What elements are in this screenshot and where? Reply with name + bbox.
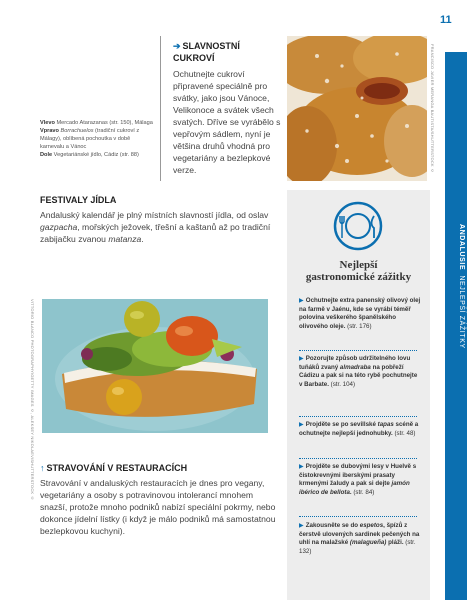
tip-jamon: ▶ Projděte se dubovými lesy v Huelvě s čistokrevnými iberskými prasaty krmenými žaludy a pak si dejte jamón ibérico de bellota. (str. 84) (299, 463, 417, 496)
plate-cutlery-icon (332, 200, 384, 252)
triangle-bullet-icon: ▶ (299, 355, 304, 362)
stravovani-heading: STRAVOVÁNÍ V RESTAURACÍCH (46, 463, 188, 473)
sidebar-title: Nejlepší gastronomické zážitky (305, 259, 412, 283)
tip-olive-oil: ▶ Ochutnejte extra panenský olivový olej na farmě v Jaénu, kde se vyrábí téměř polovina veškerého španělského olivového oleje. (str. 176) (299, 297, 421, 330)
section-stravovani (40, 462, 278, 537)
captions (40, 119, 155, 159)
tip-tuna: ▶ Pozorujte způsob udržitelného lovu tuňáků zvaný almadraba na pobřeží Cádizu a pak si na této rybě pochutnejte v Barbate. (str. 104) (299, 355, 418, 388)
tip-divider (299, 516, 417, 517)
slavnostni-text: Ochutnejte cukroví připravené speciálně pro svátky, jako jsou Vánoce, Velikonoce a svátek všech svatých. Dříve se vyrábělo s vepřovým sádlem, nyní je většina druhů vhodná pro vegetariány a bezlepkové verze. (173, 69, 281, 175)
caption-bottom: Dole Vegetariánské jídlo, Cádiz (str. 88) (40, 152, 139, 158)
festivaly-text: Andaluský kalendář je plný místních slavností jídla, od oslav gazpacha, mořských ježovek, třešní a kaštanů až po tradiční zabijačku zvanou matanza. (40, 210, 271, 244)
caption-left: Vlevo Mercado Atarazanas (str. 150), Málaga (40, 120, 153, 126)
tip-tapas: ▶ Projděte se po sevillské tapas scéně a ochutnejte nejlepší jednohubky. (str. 48) (299, 421, 419, 437)
arrow-up-icon: ↑ (40, 463, 45, 473)
photo-credit-salad: VITTORIO BLANCO PHOTOGRAPHY/GETTY IMAGES ©, ALEKSEY NIKOLAEV/SHUTTERSTOCK © (30, 299, 35, 501)
triangle-bullet-icon: ▶ (299, 421, 304, 428)
arrow-right-icon: ➔ (173, 41, 181, 51)
tip-divider (299, 350, 417, 351)
pastry-photo (287, 36, 427, 181)
side-tab (445, 52, 467, 600)
slavnostni-heading: SLAVNOSTNÍ CUKROVÍ (173, 41, 240, 63)
triangle-bullet-icon: ▶ (299, 297, 304, 304)
stravovani-text: Stravování v andaluských restauracích je dnes pro vegany, vegetariány a osoby s potravinovou intolerancí mnohem snazší, protože mnoho podniků nabízí speciální pokrmy, nebo dokonce jídelní lístky (i když je málo podniků má samostatnou bezlepkovou kuchyni). (40, 478, 276, 536)
divider-line (160, 36, 161, 181)
salad-photo (42, 299, 268, 433)
festivaly-heading: FESTIVALY JÍDLA (40, 195, 117, 205)
tip-espetos: ▶ Zakousněte se do espetos, špízů z čerstvě ulovených sardinek pečených na uhlí na malažské (malagueña) pláži. (str. 132) (299, 522, 420, 555)
triangle-bullet-icon: ▶ (299, 463, 304, 470)
triangle-bullet-icon: ▶ (299, 522, 304, 529)
side-tab-subtitle: NEJLEPŠÍ ZÁŽITKY (458, 275, 465, 349)
side-tab-title: ANDALUSIE (458, 224, 465, 271)
tip-divider (299, 416, 417, 417)
gastro-sidebar (287, 190, 430, 600)
caption-right: Vpravo Borrachuelos (tradiční cukroví z Málagy), oblíbená pochoutka v době karnevalu a Vánoc (40, 128, 140, 150)
page-number: 11 (440, 14, 452, 26)
tip-divider (299, 458, 417, 459)
photo-credit-top: FRANCISCO JAVIER MERANGA BAUTISTA/SHUTTERSTOCK © (430, 44, 435, 174)
section-festivaly (40, 194, 280, 245)
section-slavnostni (173, 40, 281, 176)
